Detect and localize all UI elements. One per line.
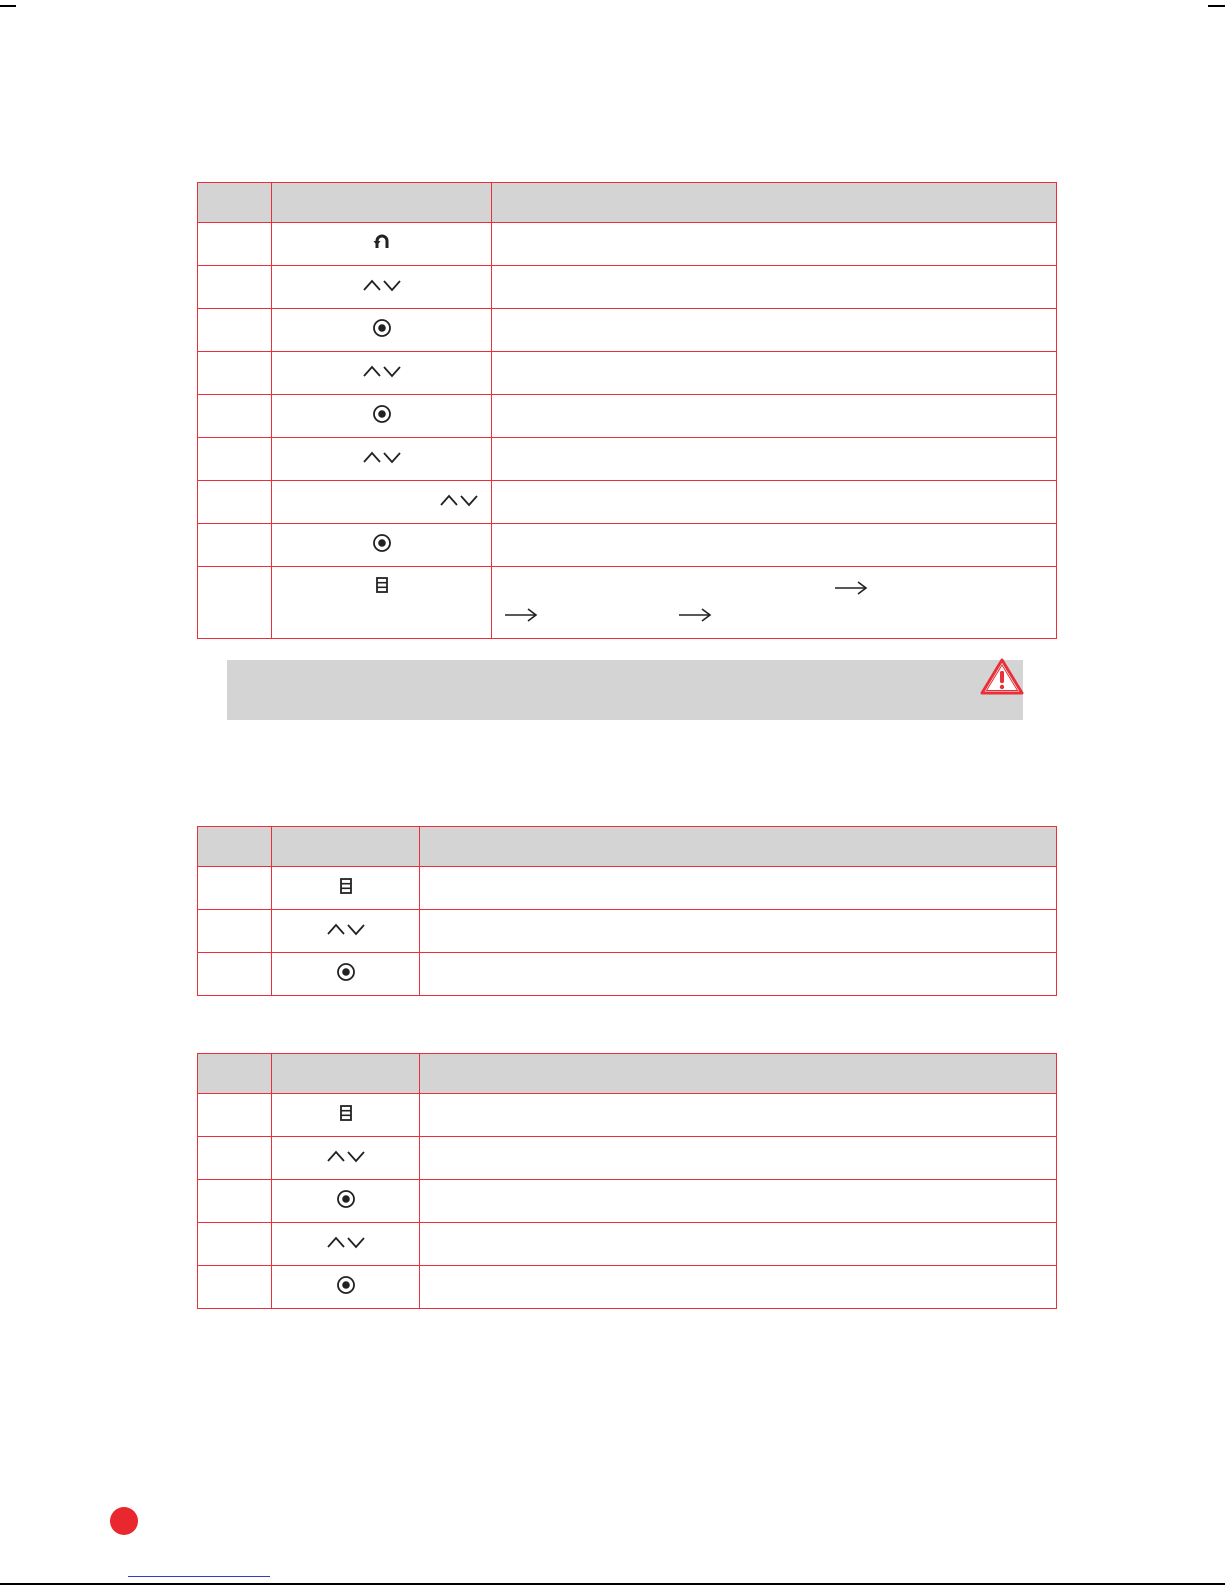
table-row (198, 953, 1057, 996)
button-cell (272, 1223, 420, 1266)
button-cell (272, 438, 492, 481)
step-cell (198, 567, 272, 639)
step-cell (198, 352, 272, 395)
up-down-chevrons-icon (326, 921, 366, 937)
table-row (198, 567, 1057, 639)
step-cell (198, 1266, 272, 1309)
header-cell-button (272, 183, 492, 223)
header-cell-step (198, 1054, 272, 1094)
button-cell (272, 524, 492, 567)
table-row (198, 867, 1057, 910)
right-arrow-icon (678, 607, 712, 628)
button-cell (272, 352, 492, 395)
button-cell (272, 481, 492, 524)
crop-mark-top-left (0, 5, 16, 7)
description-cell (492, 309, 1057, 352)
step-cell (198, 1180, 272, 1223)
button-cell (272, 910, 420, 953)
description-cell (492, 395, 1057, 438)
description-cell (420, 953, 1057, 996)
table-row (198, 438, 1057, 481)
button-cell (272, 309, 492, 352)
ok-button-icon (336, 962, 356, 982)
button-cell (272, 266, 492, 309)
back-arrow-icon (372, 232, 392, 252)
description-cell (492, 438, 1057, 481)
step-cell (198, 524, 272, 567)
description-cell (420, 910, 1057, 953)
table-header (198, 1054, 1057, 1094)
table-row (198, 309, 1057, 352)
ok-button-icon (372, 533, 392, 553)
up-down-chevrons-icon (362, 449, 402, 465)
step-cell (198, 395, 272, 438)
step-cell (198, 867, 272, 910)
button-cell (272, 567, 492, 639)
up-down-chevrons-icon (362, 277, 402, 293)
step-cell (198, 953, 272, 996)
ok-button-icon (336, 1275, 356, 1295)
button-cell (272, 953, 420, 996)
note-box (227, 660, 1023, 720)
table-row (198, 1137, 1057, 1180)
ok-button-icon (372, 318, 392, 338)
ok-button-icon (372, 404, 392, 424)
footer-link-underline (128, 1576, 270, 1577)
description-cell (492, 567, 1057, 639)
description-cell (420, 1137, 1057, 1180)
table-row (198, 524, 1057, 567)
step-cell (198, 481, 272, 524)
button-cell (272, 1137, 420, 1180)
step-cell (198, 223, 272, 266)
warning-triangle-icon (980, 658, 1024, 701)
header-cell-step (198, 183, 272, 223)
button-cell (272, 395, 492, 438)
table-row (198, 395, 1057, 438)
description-cell (420, 1180, 1057, 1223)
description-cell (420, 1223, 1057, 1266)
step-cell (198, 1137, 272, 1180)
ok-button-icon (336, 1189, 356, 1209)
header-cell-button (272, 1054, 420, 1094)
description-cell (492, 266, 1057, 309)
page-number-badge (110, 1507, 138, 1535)
step-cell (198, 1223, 272, 1266)
table-row (198, 481, 1057, 524)
button-cell (272, 867, 420, 910)
step-cell (198, 309, 272, 352)
header-cell-step (198, 827, 272, 867)
table-row (198, 1266, 1057, 1309)
header-cell-button (272, 827, 420, 867)
description-cell (492, 481, 1057, 524)
table-row (198, 352, 1057, 395)
up-down-chevrons-icon (362, 363, 402, 379)
table-row (198, 223, 1057, 266)
steps-table-2 (197, 826, 1057, 996)
step-cell (198, 1094, 272, 1137)
button-cell (272, 1180, 420, 1223)
menu-icon (376, 577, 388, 593)
description-cell (420, 1094, 1057, 1137)
steps-table-1 (197, 182, 1057, 639)
crop-mark-top-right (1208, 5, 1225, 7)
right-arrow-icon (834, 580, 868, 601)
table-row (198, 1223, 1057, 1266)
description-cell (420, 867, 1057, 910)
description-cell (492, 524, 1057, 567)
step-cell (198, 438, 272, 481)
button-cell (272, 1094, 420, 1137)
table-header (198, 827, 1057, 867)
description-cell (492, 352, 1057, 395)
menu-icon (340, 878, 352, 894)
table-row (198, 1180, 1057, 1223)
description-cell (420, 1266, 1057, 1309)
header-cell-description (492, 183, 1057, 223)
header-cell-description (420, 1054, 1057, 1094)
button-cell (272, 223, 492, 266)
steps-table-3 (197, 1053, 1057, 1309)
button-cell (272, 1266, 420, 1309)
table-row (198, 1094, 1057, 1137)
up-down-chevrons-icon (326, 1148, 366, 1164)
up-down-chevrons-icon (326, 1234, 366, 1250)
header-cell-description (420, 827, 1057, 867)
menu-icon (340, 1105, 352, 1121)
table-header (198, 183, 1057, 223)
right-arrow-icon (504, 607, 538, 628)
table-row (198, 266, 1057, 309)
step-cell (198, 910, 272, 953)
table-row (198, 910, 1057, 953)
up-down-chevrons-icon (439, 492, 479, 508)
description-cell (492, 223, 1057, 266)
step-cell (198, 266, 272, 309)
